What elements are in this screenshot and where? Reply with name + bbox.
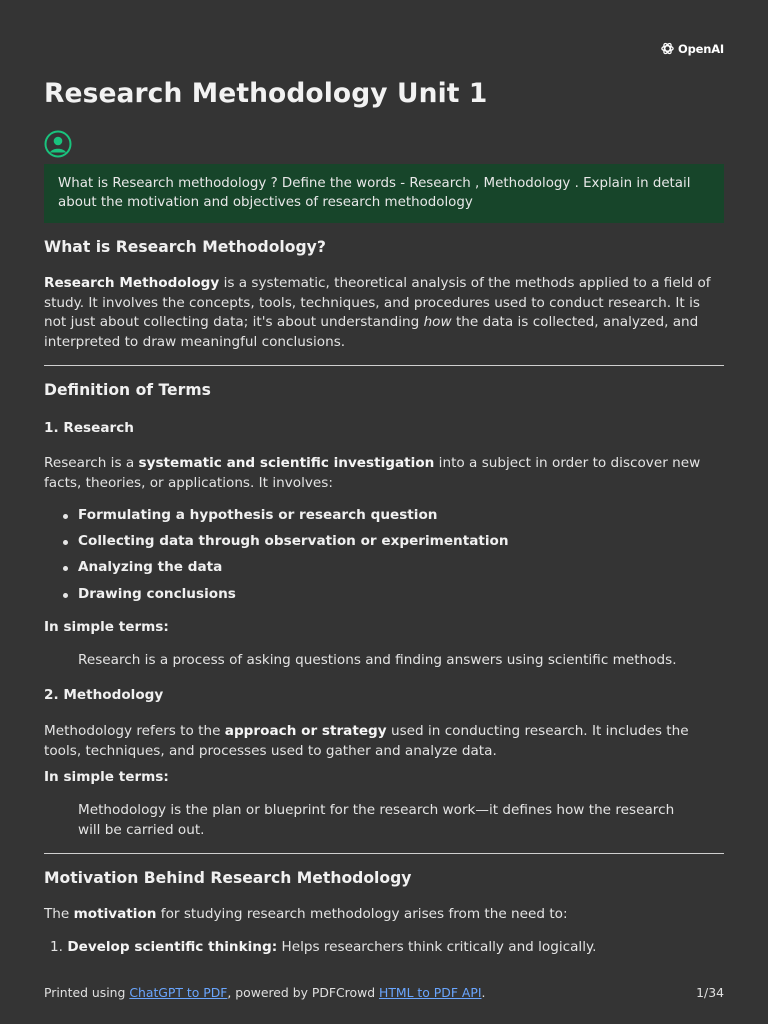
heading-what-is: What is Research Methodology? [44,238,326,256]
list-item: Analyzing the data [78,559,223,575]
list-item: Formulating a hypothesis or research question [78,507,438,523]
brand-name: OpenAI [678,41,724,56]
divider [44,853,724,854]
openai-logo-icon [660,41,675,56]
page-title: Research Methodology Unit 1 [44,78,488,109]
paragraph-definition: Research Methodology is a systematic, theoretical analysis of the methods applied to a field of study. It involves the concepts, tools, techniques, and procedures used to conduct research. It is not just about collecting data; it's about understanding how the data is collected, analyzed, and interpreted to draw meaningful conclusions. [44,275,711,350]
chatgpt-to-pdf-link[interactable]: ChatGPT to PDF [129,985,228,1000]
simple-terms-methodology: Methodology is the plan or blueprint for the research work—it defines how the research will be carried out. [78,802,675,838]
user-prompt: What is Research methodology ? Define the words - Research , Methodology . Explain in detail about the motivation and objectives of research methodology [44,164,724,223]
paragraph-research: Research is a systematic and scientific investigation into a subject in order to discover new facts, theories, or applications. It involves: [44,455,701,491]
openai-brand [660,41,724,56]
list-item: Drawing conclusions [78,586,236,602]
simple-terms-label: In simple terms: [44,769,169,785]
simple-terms-research: Research is a process of asking questions and finding answers using scientific methods. [78,652,677,668]
footer: Printed using ChatGPT to PDF, powered by PDFCrowd HTML to PDF API. 1/34 [44,985,724,1000]
divider [44,365,724,366]
paragraph-motivation: The motivation for studying research methodology arises from the need to: [44,906,568,922]
html-to-pdf-api-link[interactable]: HTML to PDF API [379,985,482,1000]
user-avatar-icon [44,130,72,158]
heading-definitions: Definition of Terms [44,381,211,399]
heading-methodology: 2. Methodology [44,687,164,703]
bold-term: Research Methodology [44,275,220,291]
list-item: 1. Develop scientific thinking: Helps researchers think critically and logically. [50,939,597,955]
list-item: Collecting data through observation or experimentation [78,533,509,549]
paragraph-methodology: Methodology refers to the approach or strategy used in conducting research. It includes the tools, techniques, and processes used to gather and analyze data. [44,723,689,759]
simple-terms-label: In simple terms: [44,619,169,635]
heading-motivation: Motivation Behind Research Methodology [44,869,412,887]
page-number: 1/34 [696,985,724,1000]
heading-research: 1. Research [44,420,134,436]
